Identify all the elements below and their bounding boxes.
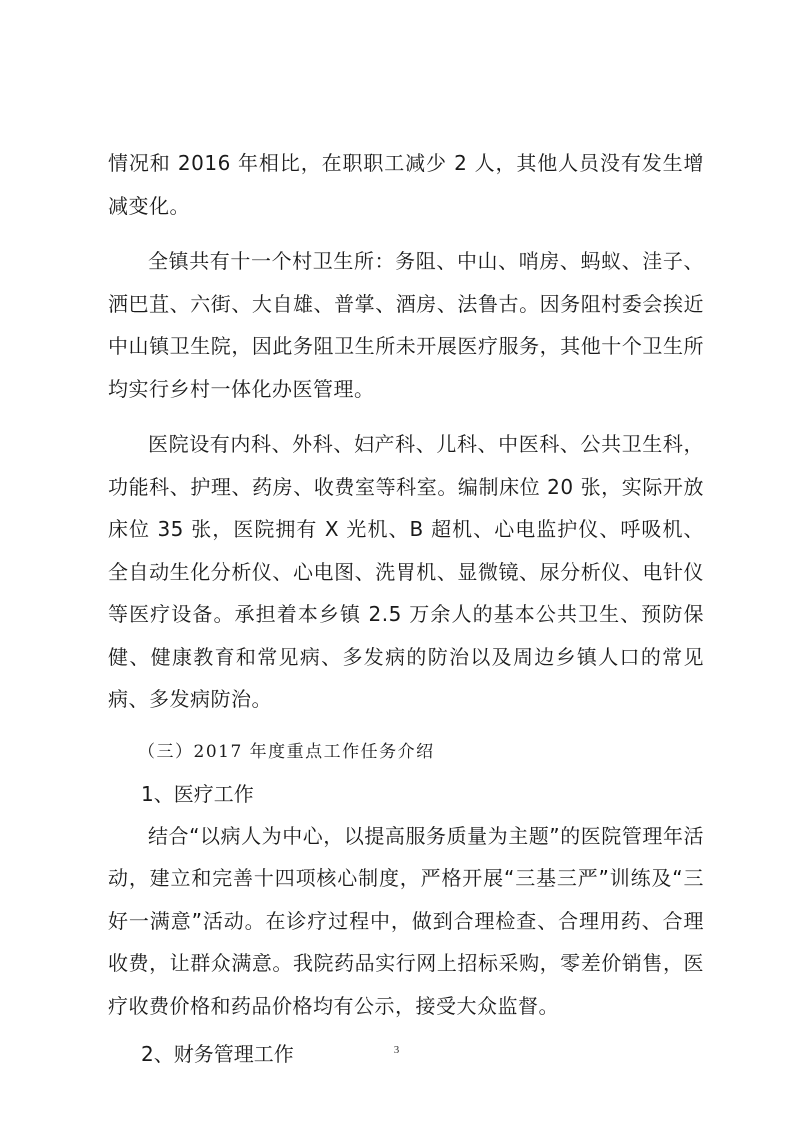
page-number: 3 xyxy=(393,1044,400,1056)
paragraph-medical-work: 结合“以病人为中心，以提高服务质量为主题”的医院管理年活动，建立和完善十四项核心制度，严格开展“三基三严”训练及“三好一满意”活动。在诊疗过程中，做到合理检查、合理用药、合理收费，让群众满意。我院药品实行网上招标采购，零差价销售，医疗收费价格和药品价格均有公示，接受大众监督。 xyxy=(108,823,704,1018)
paragraph-staff-change: 情况和 2016 年相比，在职职工减少 2 人，其他人员没有发生增减变化。 xyxy=(108,151,704,218)
paragraph-hospital-departments: 医院设有内科、外科、妇产科、儿科、中医科、公共卫生科，功能科、护理、药房、收费室等科室。编制床位 20 张，实际开放床位 35 张，医院拥有 X 光机、B 超机、心电监护仪、呼吸机、全自动生化分析仪、心电图、洗胃机、显微镜、尿分析仪、电针仪等医疗设备。承担着本乡镇 2.5 万余人的基本公共卫生、预防保健、健康教育和常见病、多发病的防治以及周边乡镇人口的常见病、多发病防治。 xyxy=(108,432,704,711)
section-heading-key-tasks: （三）2017 年度重点工作任务介绍 xyxy=(138,741,435,762)
document-body xyxy=(108,142,704,1075)
paragraph-village-clinics: 全镇共有十一个村卫生所：务阻、中山、哨房、蚂蚁、洼子、洒巴苴、六街、大自雄、普掌、酒房、法鲁古。因务阻村委会挨近中山镇卫生院，因此务阻卫生所未开展医疗服务，其他十个卫生所均实行乡村一体化办医管理。 xyxy=(108,249,704,401)
sub-heading-financial-work: 2、财务管理工作 xyxy=(141,1042,294,1066)
sub-heading-medical-work: 1、医疗工作 xyxy=(141,781,254,806)
